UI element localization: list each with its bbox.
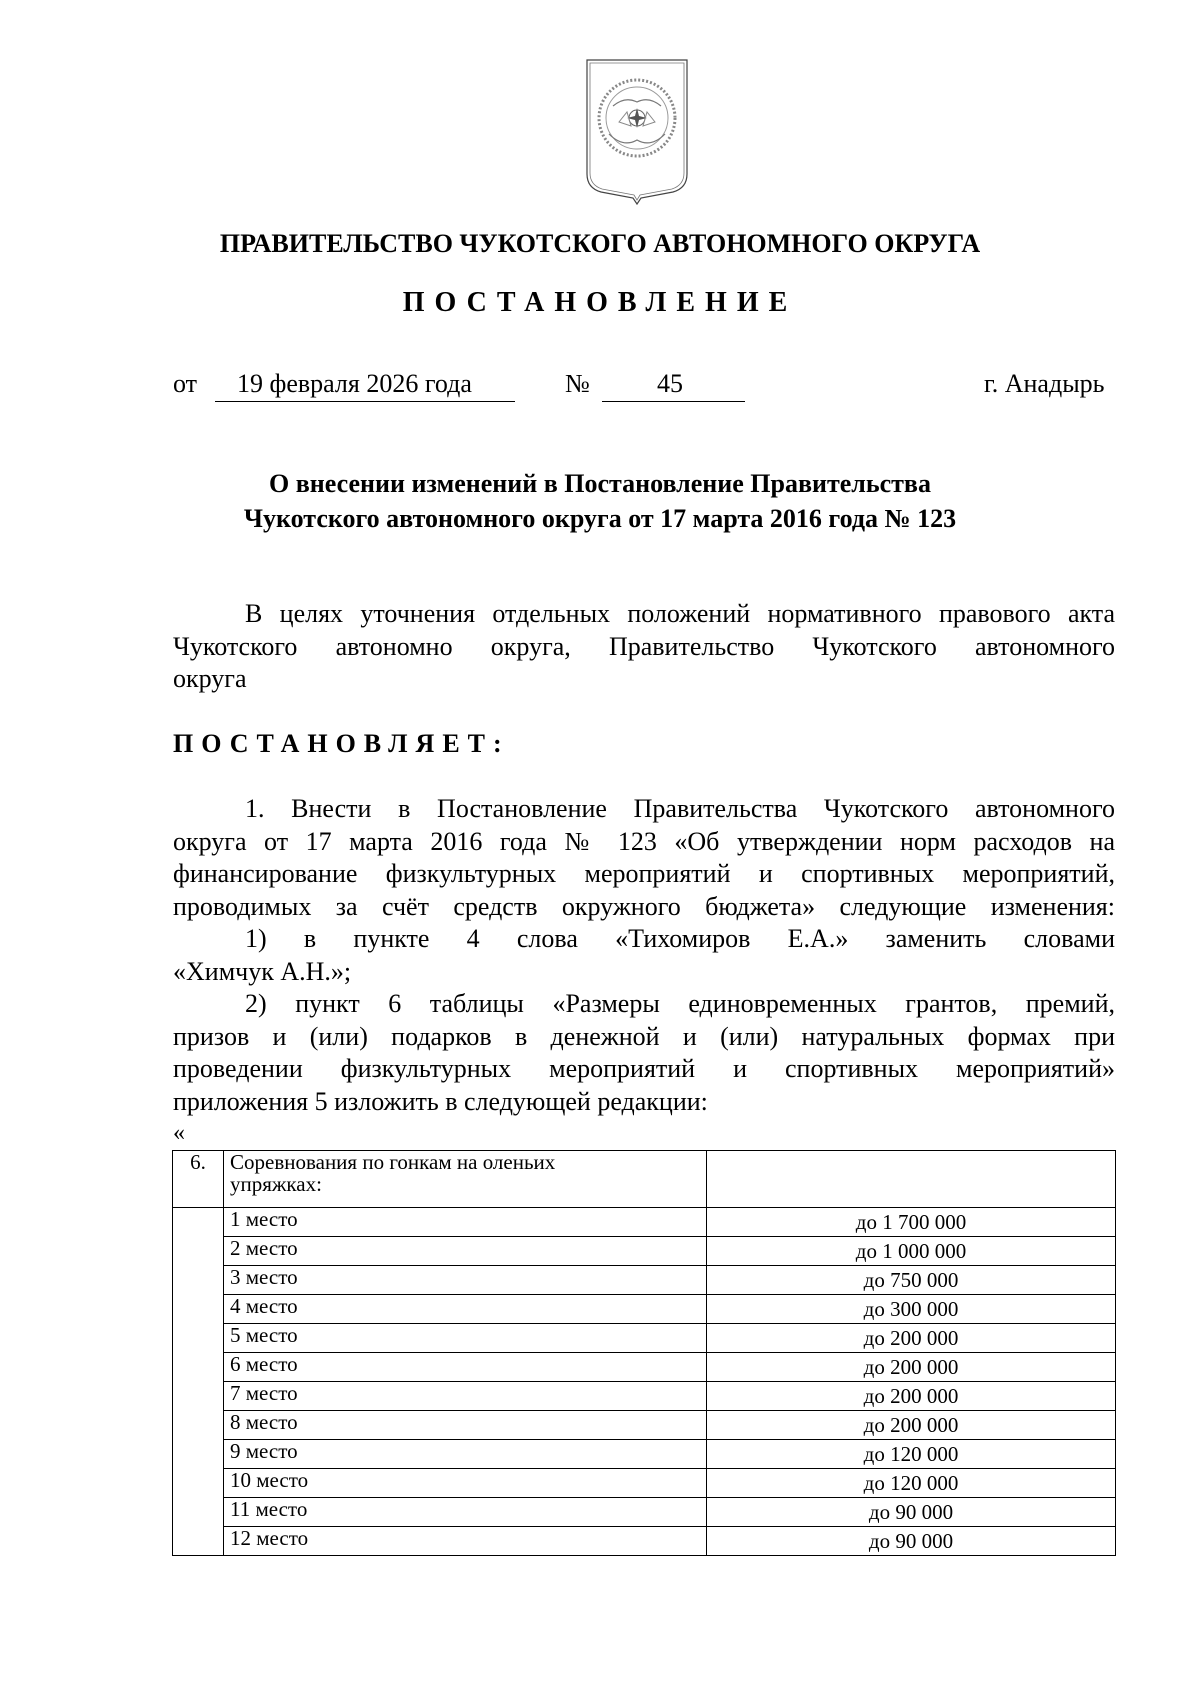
table-row [173,1382,1116,1411]
preamble-line-3: округа [173,664,247,693]
table-heading-amount [707,1151,1116,1208]
table-heading-line-1: Соревнования по гонкам на оленьих [230,1150,556,1174]
table-row [173,1498,1116,1527]
table-row-amount: до 200 000 [707,1411,1116,1440]
table-row-place: 8 место [224,1411,707,1440]
table-row-number-cell [173,1237,224,1266]
table-row-place: 6 место [224,1353,707,1382]
table-row-amount: до 90 000 [707,1527,1116,1556]
table-item-number: 6. [173,1151,224,1208]
table-row-amount: до 90 000 [707,1498,1116,1527]
table-row [173,1208,1116,1237]
table-row-number-cell [173,1469,224,1498]
table-row [173,1440,1116,1469]
document-title [0,466,1200,536]
table-row [173,1411,1116,1440]
date-from-label: от [173,369,198,398]
subitem-2-line-1: 2) пункт 6 таблицы «Размеры единовременных грантов, премий, [245,989,1115,1018]
preamble [173,598,1115,696]
item-1-line-3: финансирование физкультурных мероприятий и спортивных мероприятий, [173,859,1115,888]
subitem-1-line-2: «Химчук А.Н.»; [173,956,352,986]
subitem-1-line-1: 1) в пункте 4 слова «Тихомиров Е.А.» заменить словами [245,924,1115,953]
city: г. Анадырь [984,369,1105,398]
table-row-amount: до 300 000 [707,1295,1116,1324]
number-label: № [565,369,590,398]
item-1-line-4: проводимых за счёт средств окружного бюджета» следующие изменения: [173,891,1115,921]
awards-table [172,1150,1116,1556]
table-row-place: 7 место [224,1382,707,1411]
document-type: ПОСТАНОВЛЕНИЕ [402,287,798,318]
table-row-place: 3 место [224,1266,707,1295]
table-row-number-cell [173,1527,224,1556]
document-number: 45 [657,369,683,398]
table-row [173,1527,1116,1556]
item-1-line-2: округа от 17 марта 2016 года № 123 «Об утверждении норм расходов на [173,826,1115,856]
item-1-line-1: 1. Внести в Постановление Правительства Чукотского автономного [245,794,1115,823]
table-row-number-cell [173,1266,224,1295]
table-row-number-cell [173,1498,224,1527]
table-row [173,1469,1116,1498]
table-heading [224,1151,707,1208]
table-row-number-cell [173,1411,224,1440]
resolves-heading: ПОСТАНОВЛЯЕТ: [173,729,510,758]
table-row-amount: до 200 000 [707,1353,1116,1382]
table-row-amount: до 750 000 [707,1266,1116,1295]
table-row-number-cell [173,1382,224,1411]
item-1 [173,793,1115,1118]
table-row-amount: до 120 000 [707,1440,1116,1469]
table-heading-line-2: упряжках: [230,1172,322,1196]
table-row [173,1295,1116,1324]
table-heading-row [173,1151,1116,1208]
table-row-place: 12 место [224,1527,707,1556]
number-underline [602,401,745,402]
document-date: 19 февраля 2026 года [237,369,472,398]
table-row [173,1237,1116,1266]
preamble-line-2: Чукотского автономно округа, Правительство Чукотского автономного [173,631,1115,661]
table-row-number-cell [173,1440,224,1469]
table-row-amount: до 1 700 000 [707,1208,1116,1237]
table-row [173,1266,1116,1295]
table-row-amount: до 200 000 [707,1382,1116,1411]
table-row-place: 9 место [224,1440,707,1469]
table-row-place: 4 место [224,1295,707,1324]
table-row-amount: до 120 000 [707,1469,1116,1498]
subitem-2-line-3: проведении физкультурных мероприятий и спортивных мероприятий» [173,1054,1115,1083]
table-row-place: 5 место [224,1324,707,1353]
table-row-place: 11 место [224,1498,707,1527]
table-row [173,1353,1116,1382]
title-line-2: Чукотского автономного округа от 17 марта 2016 года № 123 [243,504,957,533]
subitem-2-line-2: призов и (или) подарков в денежной и (или) натуральных формах при [173,1021,1115,1051]
table-row-amount: до 200 000 [707,1324,1116,1353]
table-row-number-cell [173,1295,224,1324]
quote-open: « [173,1120,185,1146]
subitem-2-line-4: приложения 5 изложить в следующей редакции: [173,1086,708,1116]
table-row-place: 2 место [224,1237,707,1266]
table-row-amount: до 1 000 000 [707,1237,1116,1266]
organization-name: ПРАВИТЕЛЬСТВО ЧУКОТСКОГО АВТОНОМНОГО ОКРУГА [219,229,981,258]
chukotka-coat-of-arms-icon [583,56,691,206]
table-row-number-cell [173,1208,224,1237]
table-row-place: 10 место [224,1469,707,1498]
table-row [173,1324,1116,1353]
date-underline [215,401,515,402]
title-line-1: О внесении изменений в Постановление Правительства [269,469,931,498]
table-row-number-cell [173,1353,224,1382]
preamble-line-1: В целях уточнения отдельных положений нормативного правового акта [245,599,1115,628]
table-row-number-cell [173,1324,224,1353]
table-row-place: 1 место [224,1208,707,1237]
